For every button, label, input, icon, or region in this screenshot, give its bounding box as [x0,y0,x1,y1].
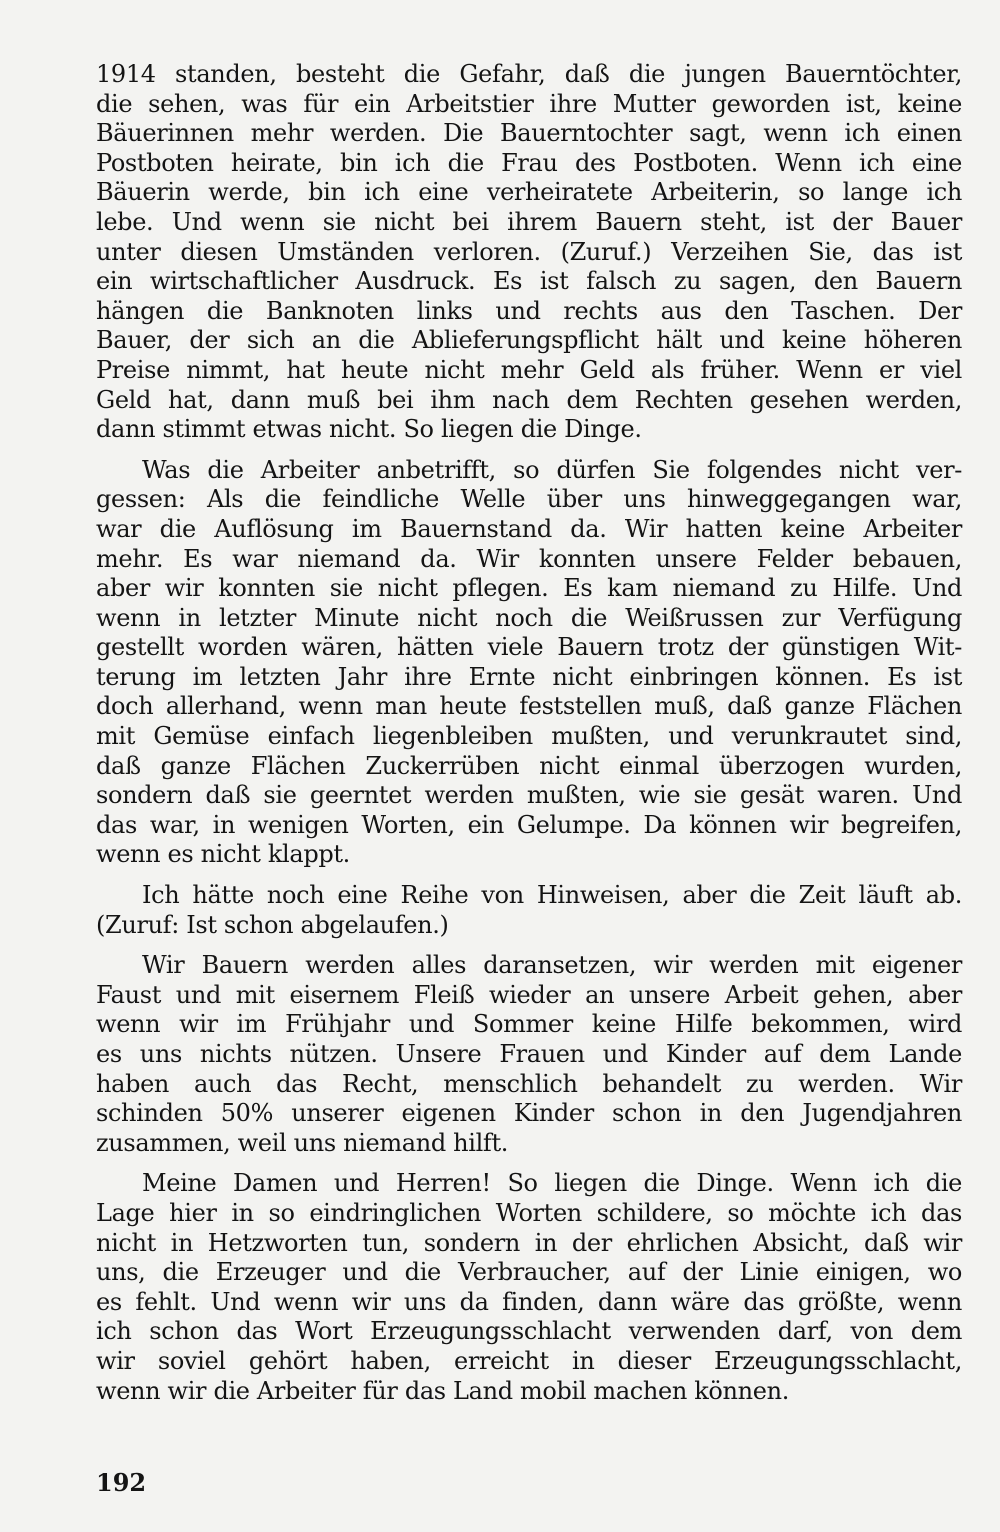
text-line: Faust und mit eisernem Fleiß wieder an unsere Arbeit gehen, aber [96,980,962,1009]
text-line: nicht in Hetzworten tun, sondern in der ehrlichen Absicht, daß wir [96,1228,962,1257]
text-line: Was die Arbeiter anbetrifft, so dürfen Sie folgendes nicht ver- [142,455,962,484]
text-line: gestellt worden wären, hätten viele Bauern trotz der günstigen Wit- [96,633,962,662]
paragraph-3 [96,881,962,940]
paragraph-2 [96,456,962,870]
text-line: mehr. Es war niemand da. Wir konnten unsere Felder bebauen, [96,544,962,573]
text-line: uns, die Erzeuger und die Verbraucher, auf der Linie einigen, wo [96,1258,962,1287]
text-line: terung im letzten Jahr ihre Ernte nicht einbringen können. Es ist [96,662,962,691]
text-line: Geld hat, dann muß bei ihm nach dem Rechten gesehen werden, [96,385,962,414]
text-line: Bäuerin werde, bin ich eine verheiratete Arbeiterin, so lange ich [96,178,962,207]
text-line: schinden 50% unserer eigenen Kinder schon in den Jugendjahren [96,1099,962,1128]
text-line: die sehen, was für ein Arbeitstier ihre Mutter geworden ist, keine [96,89,962,118]
text-line: Postboten heirate, bin ich die Frau des Postboten. Wenn ich eine [96,148,962,177]
text-line: 1914 standen, besteht die Gefahr, daß die jungen Bauerntöchter, [96,60,962,88]
text-line: wenn wir im Frühjahr und Sommer keine Hilfe bekommen, wird [96,1010,962,1039]
text-line: (Zuruf: Ist schon abgelaufen.) [96,910,449,939]
paragraph-4 [96,951,962,1158]
text-line: wir soviel gehört haben, erreicht in dieser Erzeugungsschlacht, [96,1346,962,1375]
paragraph-5 [96,1169,962,1406]
paragraph-1 [96,60,962,445]
text-line: Meine Damen und Herren! So liegen die Dinge. Wenn ich die [142,1169,962,1198]
text-line: unter diesen Umständen verloren. (Zuruf.) Verzeihen Sie, das ist [96,237,962,266]
text-line: wenn wir die Arbeiter für das Land mobil machen können. [96,1376,789,1405]
text-line: zusammen, weil uns niemand hilft. [96,1128,509,1157]
text-line: wenn es nicht klappt. [96,840,350,869]
text-line: es uns nichts nützen. Unsere Frauen und Kinder auf dem Lande [96,1040,962,1068]
text-line: lebe. Und wenn sie nicht bei ihrem Bauern steht, ist der Bauer [96,207,962,236]
text-line: mit Gemüse einfach liegenbleiben mußten, und verunkrautet sind, [96,722,962,751]
page-number: 192 [96,1468,147,1497]
text-line: dann stimmt etwas nicht. So liegen die Dinge. [96,415,642,444]
text-line: Bauer, der sich an die Ablieferungspflicht hält und keine höheren [96,326,962,355]
text-line: gessen: Als die feindliche Welle über uns hinweggegangen war, [96,485,962,514]
text-line: Lage hier in so eindringlichen Worten schildere, so möchte ich das [96,1198,962,1227]
text-line: ein wirtschaftlicher Ausdruck. Es ist falsch zu sagen, den Bauern [96,267,962,296]
text-line: Bäuerinnen mehr werden. Die Bauerntochter sagt, wenn ich einen [96,119,962,148]
text-line: Preise nimmt, hat heute nicht mehr Geld als früher. Wenn er viel [96,355,962,384]
text-line: hängen die Banknoten links und rechts aus den Taschen. Der [96,296,962,325]
text-line: doch allerhand, wenn man heute feststellen muß, daß ganze Flächen [96,692,962,721]
text-line: Ich hätte noch eine Reihe von Hinweisen, aber die Zeit läuft ab. [142,881,962,910]
text-line: wenn in letzter Minute nicht noch die Weißrussen zur Verfügung [96,603,962,632]
text-line: das war, in wenigen Worten, ein Gelumpe. Da können wir begreifen, [96,810,962,839]
text-line: es fehlt. Und wenn wir uns da finden, dann wäre das größte, wenn [96,1287,962,1316]
page-body [96,60,962,1406]
text-line: daß ganze Flächen Zuckerrüben nicht einmal überzogen wurden, [96,751,962,780]
text-line: war die Auflösung im Bauernstand da. Wir hatten keine Arbeiter [96,514,962,543]
text-line: aber wir konnten sie nicht pflegen. Es kam niemand zu Hilfe. Und [96,574,962,603]
text-line: haben auch das Recht, menschlich behandelt zu werden. Wir [96,1069,962,1098]
text-line: Wir Bauern werden alles daransetzen, wir werden mit eigener [142,951,962,980]
text-line: sondern daß sie geerntet werden mußten, wie sie gesät waren. Und [96,781,962,810]
text-line: ich schon das Wort Erzeugungsschlacht verwenden darf, von dem [96,1317,962,1346]
